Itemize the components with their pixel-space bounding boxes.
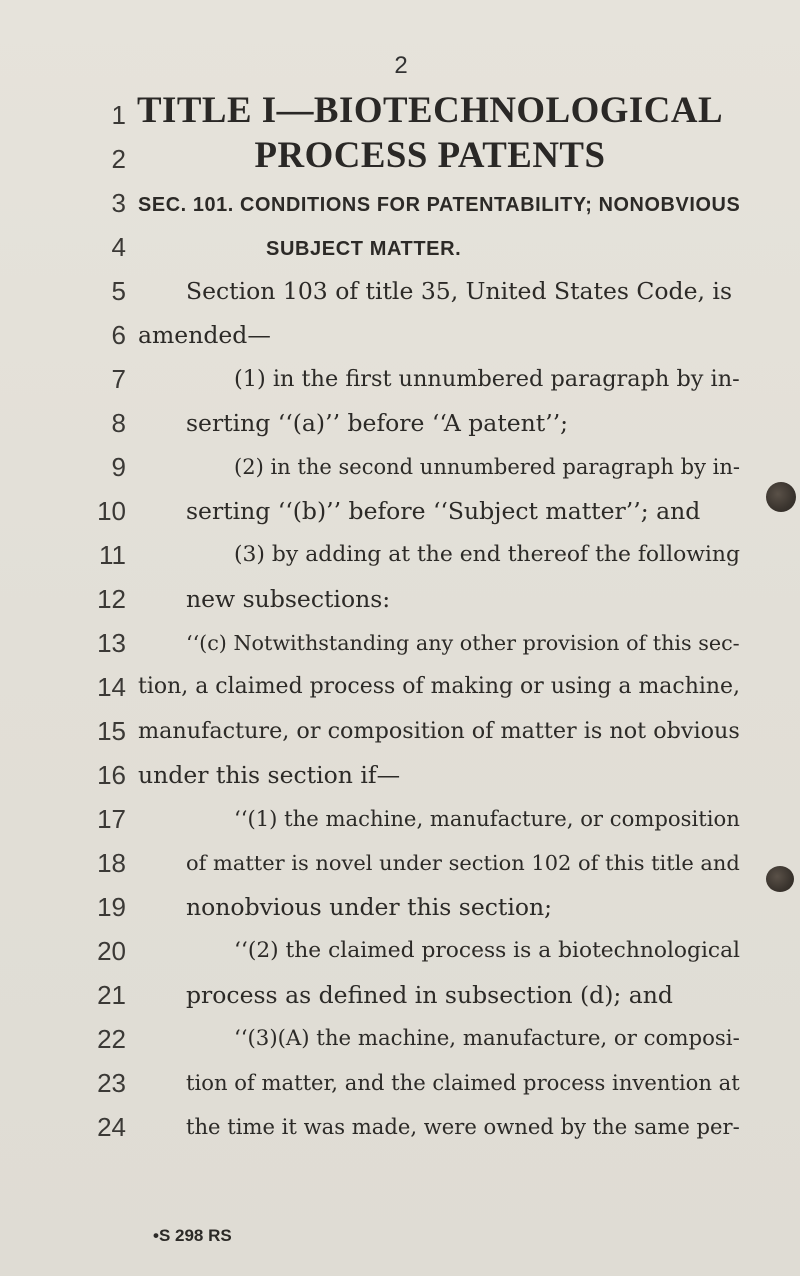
text-line: Section 103 of title 35, United States Code, is <box>186 277 733 305</box>
line-number: 10 <box>97 496 126 526</box>
text-line: the time it was made, were owned by the same per- <box>186 1114 740 1139</box>
text-line: (3) by adding at the end thereof the following <box>234 542 740 567</box>
text-line: under this section if— <box>138 761 401 789</box>
line-number: 13 <box>97 628 126 658</box>
line-number: 1 <box>111 100 126 130</box>
text-line: ‘‘(2) the claimed process is a biotechnological <box>234 938 741 963</box>
line-number: 2 <box>111 144 126 174</box>
text-line: process as defined in subsection (d); and <box>186 981 673 1009</box>
page-number: 2 <box>394 52 408 79</box>
text-line: (1) in the first unnumbered paragraph by in- <box>234 366 740 392</box>
text-line: ‘‘(1) the machine, manufacture, or composition <box>234 806 740 831</box>
text-line: tion of matter, and the claimed process invention at <box>186 1070 740 1095</box>
footer-bill-id: •S 298 RS <box>153 1226 232 1245</box>
line-number: 14 <box>97 672 126 702</box>
line-number: 8 <box>111 408 126 438</box>
line-number: 19 <box>97 892 126 922</box>
title-line-1: TITLE I—BIOTECHNOLOGICAL <box>136 89 724 130</box>
line-number: 22 <box>97 1024 126 1054</box>
line-number: 4 <box>111 232 126 262</box>
line-number: 9 <box>111 452 126 482</box>
text-line: nonobvious under this section; <box>186 893 553 921</box>
line-number: 24 <box>97 1112 126 1142</box>
line-number: 20 <box>97 936 126 966</box>
section-heading-line-1: SEC. 101. CONDITIONS FOR PATENTABILITY; NONOBVIOUS <box>138 194 741 216</box>
line-number: 18 <box>97 848 126 878</box>
text-line: (2) in the second unnumbered paragraph by in- <box>234 454 740 479</box>
line-number: 3 <box>111 188 126 218</box>
line-number: 21 <box>97 980 126 1010</box>
text-line: new subsections: <box>186 585 391 613</box>
line-number: 12 <box>97 584 126 614</box>
line-number: 16 <box>97 760 126 790</box>
title-line-2: PROCESS PATENTS <box>254 134 606 175</box>
text-line: tion, a claimed process of making or using a machine, <box>138 674 741 699</box>
line-number: 11 <box>99 540 126 570</box>
line-number: 5 <box>111 276 126 306</box>
text-line: serting ‘‘(b)’’ before ‘‘Subject matter’’; and <box>186 497 701 525</box>
text-line: of matter is novel under section 102 of this title and <box>186 851 740 875</box>
line-number: 15 <box>97 716 126 746</box>
line-number: 17 <box>97 804 126 834</box>
punch-hole-mark <box>766 866 794 892</box>
text-line: serting ‘‘(a)’’ before ‘‘A patent’’; <box>186 409 569 437</box>
text-line: manufacture, or composition of matter is not obvious <box>138 718 740 744</box>
line-number: 7 <box>111 364 126 394</box>
line-number: 23 <box>97 1068 126 1098</box>
text-line: ‘‘(3)(A) the machine, manufacture, or composi- <box>234 1026 740 1051</box>
text-line: ‘‘(c) Notwithstanding any other provision of this sec- <box>186 631 740 655</box>
punch-hole-mark <box>766 482 796 512</box>
section-heading-line-2: SUBJECT MATTER. <box>266 238 462 260</box>
line-number: 6 <box>111 320 126 350</box>
text-line: amended— <box>138 321 271 349</box>
